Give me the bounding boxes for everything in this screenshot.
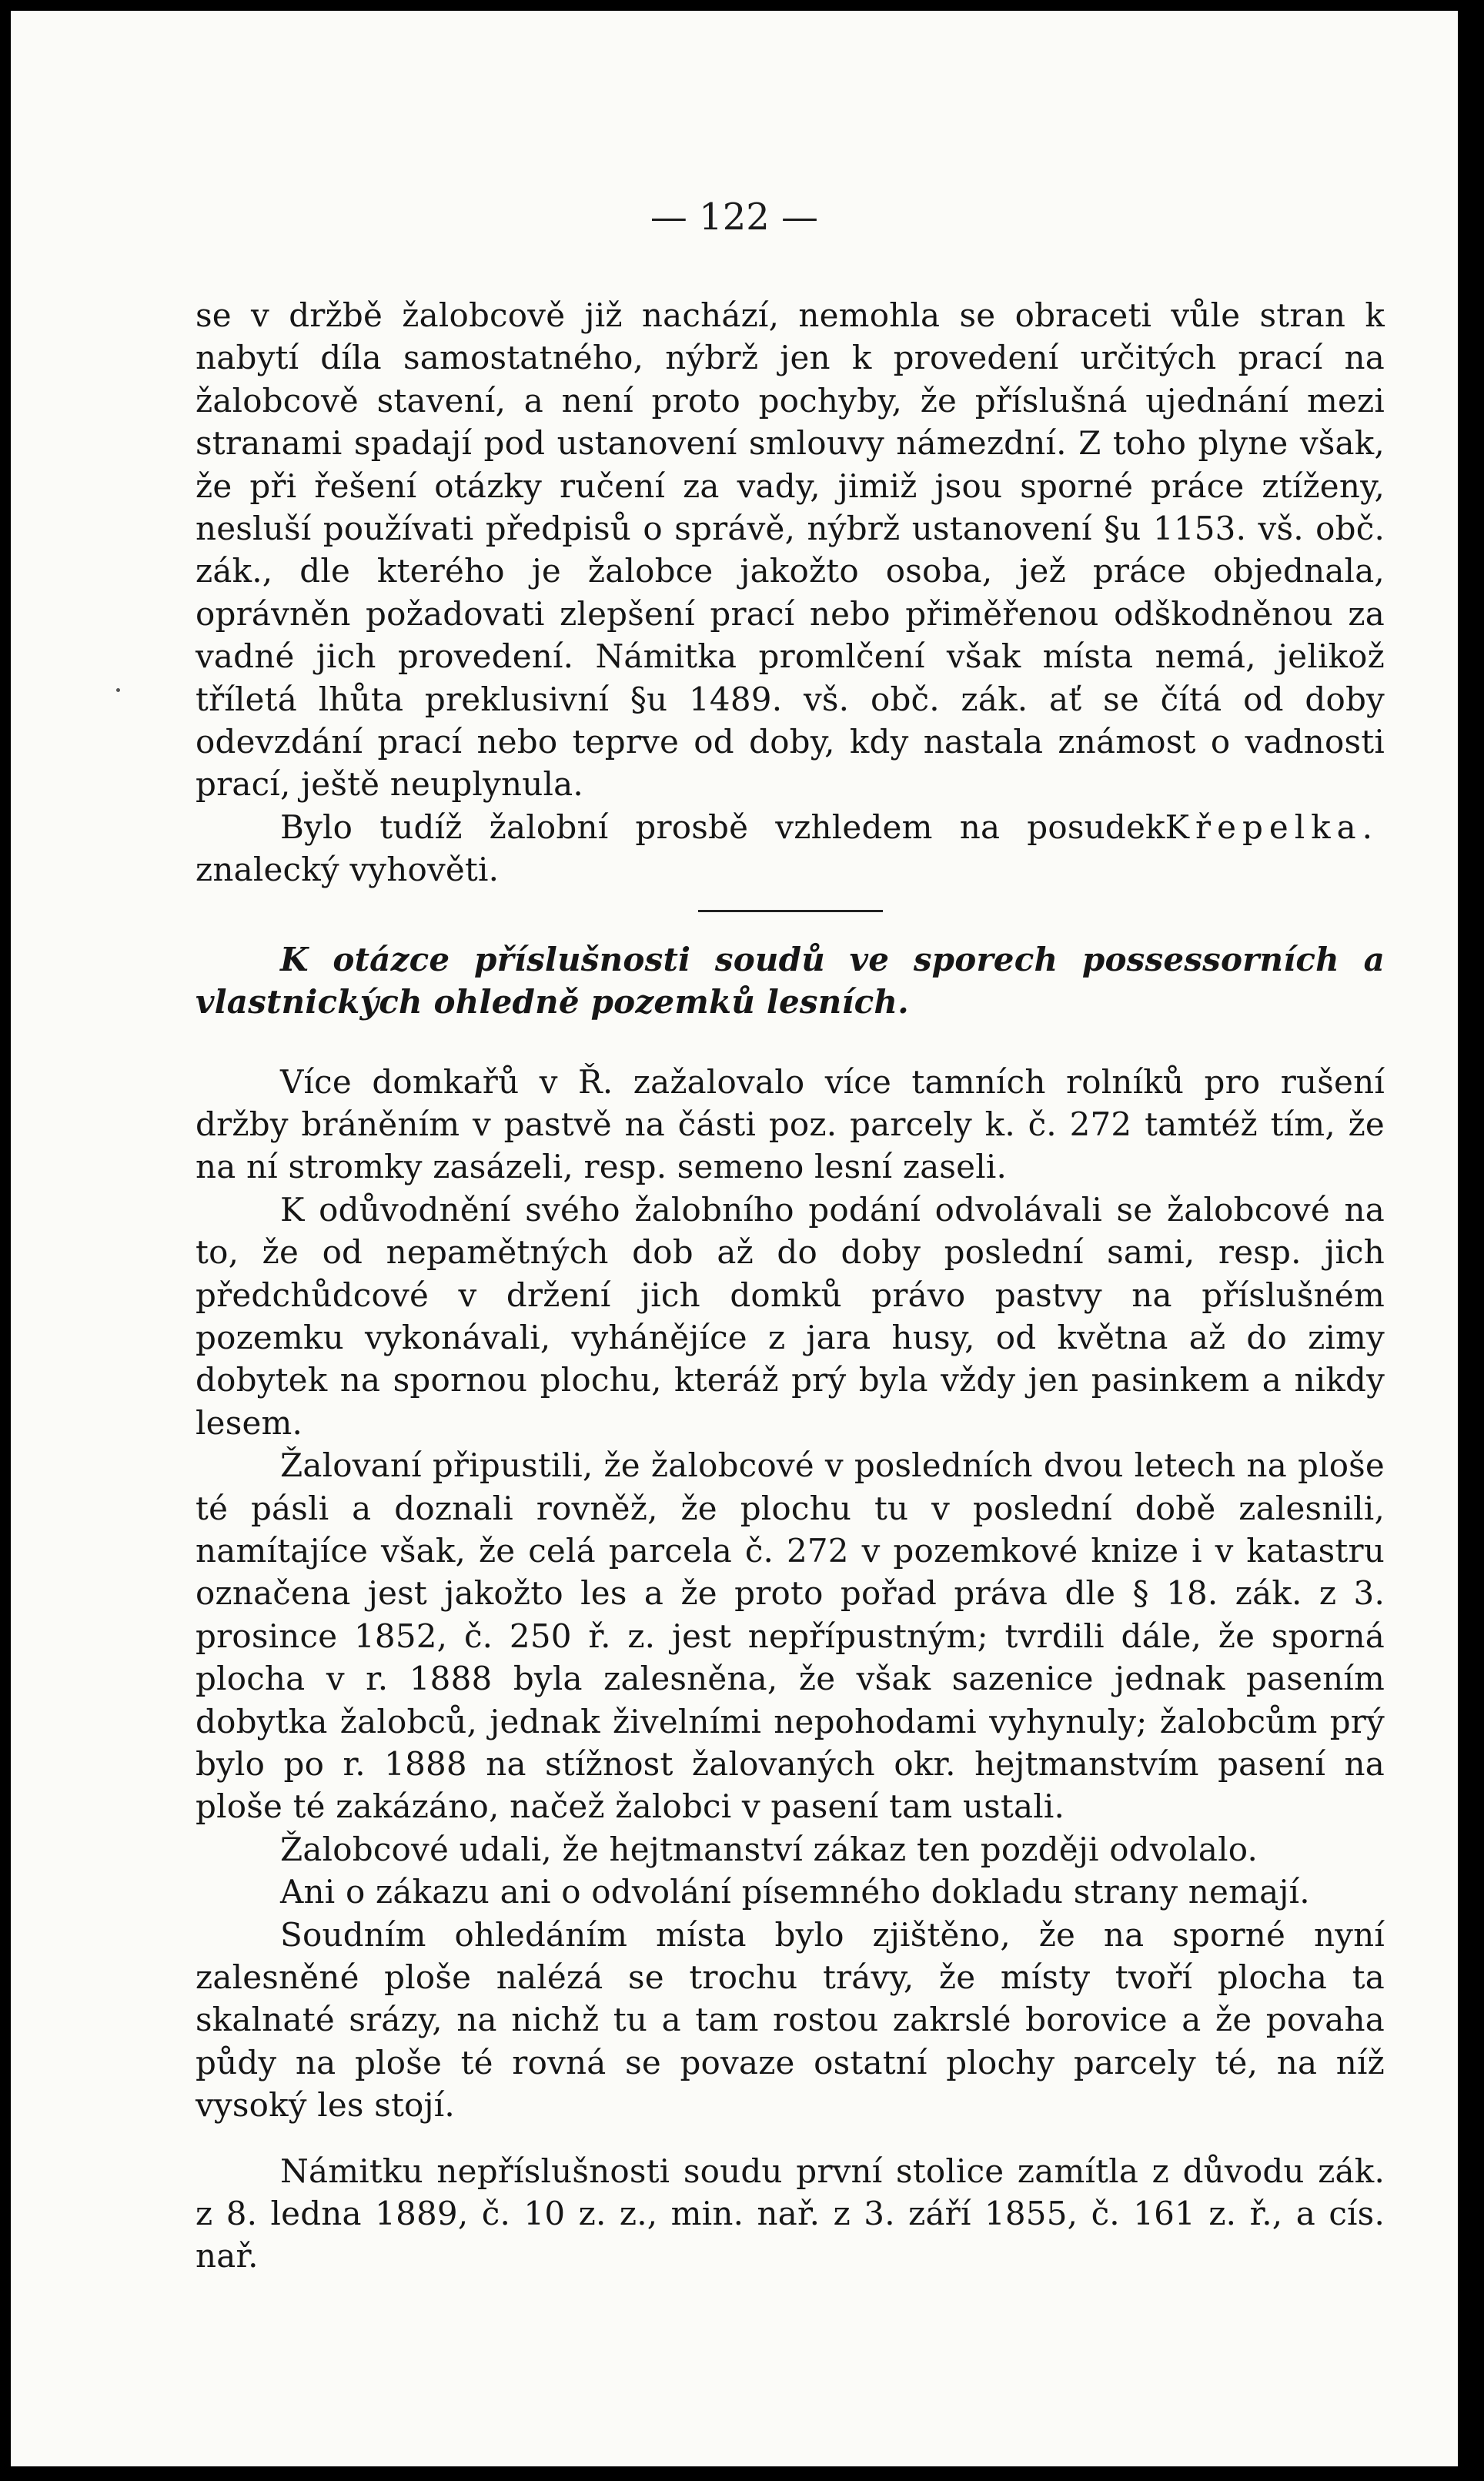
scan-speck — [116, 688, 120, 692]
heading-gap — [196, 1038, 1385, 1061]
case1-closing — [196, 806, 1385, 891]
case2-paragraph: Ani o zákazu ani o odvolání písemného dokladu strany nemají. — [280, 1873, 1310, 1911]
page-number: — 122 — — [650, 196, 819, 239]
case2-paragraph: Více domkařů v Ř. zažalovalo více tamních rolníků pro rušení držby bráněním v pastvě na části poz. parcely k. č. 272 tamtéž tím, že na ní stromky zasázeli, resp. semeno lesní zaseli. — [196, 1062, 1385, 1186]
page-body — [196, 294, 1385, 2278]
case2-paragraph: Námitku nepříslušnosti soudu první stolice zamítla z důvodu zák. z 8. ledna 1889, č. 10 z. z., min. nař. z 3. září 1855, č. 161 z. ř., a cís. nař. — [196, 2152, 1385, 2275]
case2-paragraph: K odůvodnění svého žalobního podání odvolávali se žalobcové na to, že od nepamětných dob až do doby poslední sami, resp. jich předchůdcové v držení jich domků právo pastvy na příslušném pozemku vykonávali, vyhánějíce z jara husy, od května až do zimy dobytek na spornou plochu, kteráž prý byla vždy jen pasinkem a nikdy lesem. — [196, 1190, 1385, 1442]
case1-paragraph-2: Bylo tudíž žalobní prosbě vzhledem na posudek znalecký vyhověti. — [196, 807, 1165, 889]
case2-paragraph: Soudním ohledáním místa bylo zjištěno, že na sporné nyní zalesněné ploše nalézá se trochu trávy, že místy tvoří plocha ta skalnaté srázy, na nichž tu a tam rostou zakrslé borovice a že povaha půdy na ploše té rovná se povaze ostatní plochy parcely té, na níž vysoký les stojí. — [196, 1915, 1385, 2125]
judge-signature: Křepelka. — [1165, 807, 1379, 846]
paragraph-gap — [196, 2127, 1385, 2150]
section-heading: K otázce příslušnosti soudů ve sporech possessorních a vlastnických ohledně pozemků lesních. — [196, 940, 1385, 1021]
case2-paragraph: Žalovaní připustili, že žalobcové v posledních dvou letech na ploše té pásli a doznali rovněž, že plochu tu v poslední době zalesnili, namítajíce však, že celá parcela č. 272 v pozemkové knize i v katastru označena jest jakožto les a že proto pořad práva dle § 18. zák. z 3. prosince 1852, č. 250 ř. z. jest nepřípustným; tvrdili dále, že sporná plocha v r. 1888 byla zalesněna, že však sazenice jednak pasením dobytka žalobců, jednak živelními nepohodami vyhynuly; žalobcům prý bylo po r. 1888 na stížnost žalovaných okr. hejtmanstvím pasení na ploše té zakázáno, načež žalobci v pasení tam ustali. — [196, 1446, 1385, 1826]
book-page — [11, 11, 1458, 2466]
case1-paragraph-1: se v držbě žalobcově již nachází, nemohla se obraceti vůle stran k nabytí díla samostatného, nýbrž jen k provedení určitých prací na žalobcově stavení, a není proto pochyby, že příslušná ujednání mezi stranami spadají pod ustanovení smlouvy námezdní. Z toho plyne však, že při řešení otázky ručení za vady, jimiž jsou sporné práce ztíženy, nesluší používati předpisů o správě, nýbrž ustanovení §u 1153. vš. obč. zák., dle kterého je žalobce jakožto osoba, jež práce objednala, oprávněn požadovati zlepšení prací nebo přiměřenou odškodněnou za vadné jich provedení. Námitka promlčení však místa nemá, jelikož tříletá lhůta preklusivní §u 1489. vš. obč. zák. ať se čítá od doby odevzdání prací nebo teprve od doby, kdy nastala známost o vadnosti prací, ještě neuplynula. — [196, 296, 1385, 804]
case2-paragraph: Žalobcové udali, že hejtmanství zákaz ten později odvolalo. — [280, 1830, 1258, 1868]
section-separator — [698, 910, 883, 912]
